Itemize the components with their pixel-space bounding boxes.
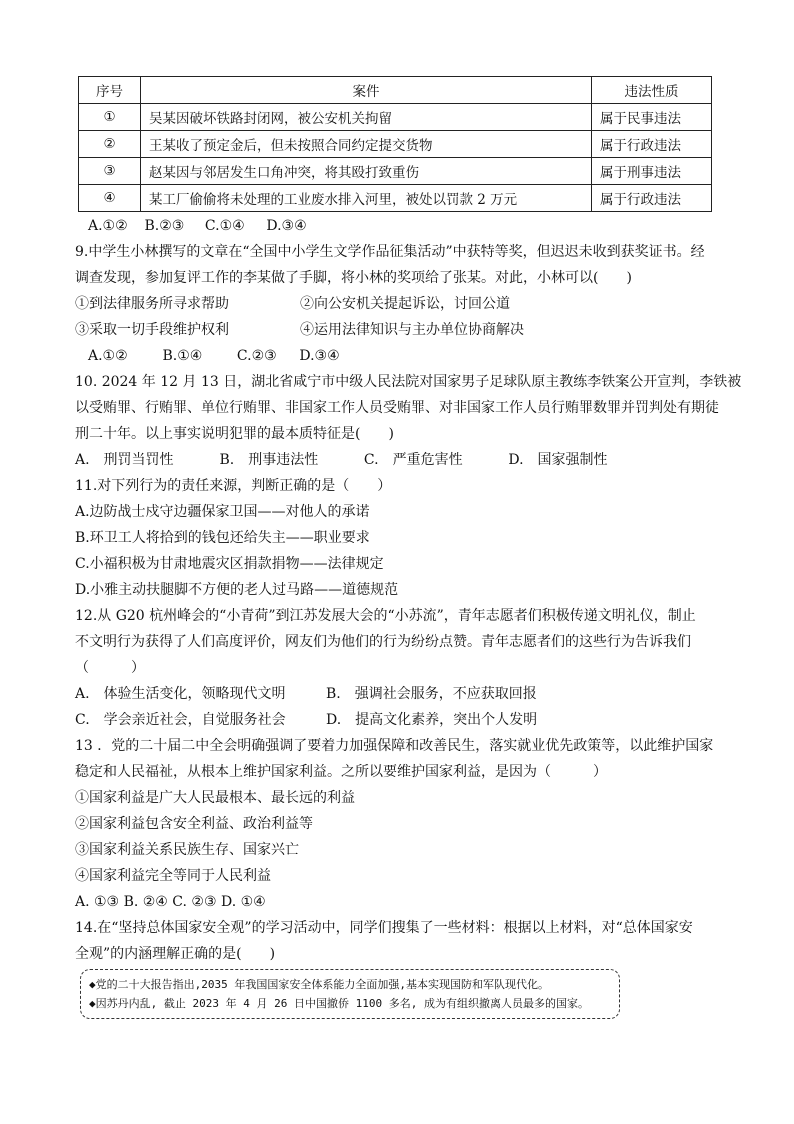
- q11-option-c: C.小福积极为甘肃地震灾区捐款捐物——法律规定: [75, 556, 384, 572]
- q12-option-b: B. 强调社会服务，不应获取回报: [326, 686, 537, 702]
- q13-statement-2: ②国家利益包含安全利益、政治利益等: [75, 816, 313, 832]
- q13-statement-1: ①国家利益是广大人民最根本、最长远的利益: [75, 790, 355, 806]
- q8-option-a: A.①②: [88, 218, 128, 234]
- cell-case: 赵某因与邻居发生口角冲突，将其殴打致重伤: [141, 158, 592, 185]
- q10-option-c: C. 严重危害性: [363, 452, 463, 468]
- q10-option-a: A. 刑罚当罚性: [75, 452, 174, 468]
- cell-case: 吴某因破坏铁路封闭网，被公安机关拘留: [141, 104, 592, 131]
- q10-option-b: B. 刑事违法性: [219, 452, 319, 468]
- q9-option-d: D.③④: [299, 348, 340, 364]
- q9-stem-line2: 调查发现，参加复评工作的李某做了手脚，将小林的奖项给了张某。对此，小林可以( ): [75, 270, 632, 286]
- q8-option-c: C.①④: [204, 218, 245, 234]
- q14-stem-line1: 14.在“坚持总体国家安全观”的学习活动中，同学们搜集了一些材料：根据以上材料，对“总体国家安: [75, 920, 693, 936]
- q9-statement-3: ③采取一切手段维护权利: [75, 322, 229, 338]
- cell-case: 某工厂偷偷将未处理的工业废水排入河里，被处以罚款 2 万元: [141, 185, 592, 212]
- q13-options: A. ①③ B. ②④ C. ②③ D. ①④: [75, 894, 266, 910]
- q9-statement-4: ④运用法律知识与主办单位协商解决: [300, 322, 524, 338]
- q12-option-d: D. 提高文化素养，突出个人发明: [326, 712, 538, 728]
- q9-option-b: B.①④: [162, 348, 203, 364]
- q8-option-d: D.③④: [266, 218, 307, 234]
- table-row: [79, 185, 712, 212]
- header-number: 序号: [79, 77, 141, 104]
- table-row: [79, 104, 712, 131]
- cell-case: 王某收了预定金后，但未按照合同约定提交货物: [141, 131, 592, 158]
- cell-nature: 属于行政违法: [592, 185, 712, 212]
- q8-options: [88, 216, 307, 236]
- cell-number: ④: [79, 185, 141, 212]
- table-row: [79, 131, 712, 158]
- cell-nature: 属于刑事违法: [592, 158, 712, 185]
- q10-options: [75, 450, 608, 470]
- q8-option-b: B.②③: [144, 218, 185, 234]
- q9-options: [88, 346, 340, 366]
- cell-nature: 属于民事违法: [592, 104, 712, 131]
- q12-option-a: A. 体验生活变化，领略现代文明: [75, 686, 286, 702]
- q9-option-c: C.②③: [236, 348, 277, 364]
- cell-number: ③: [79, 158, 141, 185]
- q11-option-a: A.边防战士戍守边疆保家卫国——对他人的承诺: [75, 504, 370, 520]
- cell-nature: 属于行政违法: [592, 131, 712, 158]
- q10-stem-line2: 以受贿罪、行贿罪、单位行贿罪、非国家工作人员受贿罪、对非国家工作人员行贿罪数罪并罚判处有期徒: [75, 400, 719, 416]
- case-table: [78, 76, 712, 212]
- q13-stem-line2: 稳定和人民福祉，从根本上维护国家利益。之所以要维护国家利益，是因为（ ）: [75, 764, 607, 780]
- q10-stem-line1: 10. 2024 年 12 月 13 日，湖北省咸宁市中级人民法院对国家男子足球队原主教练李铁案公开宣判，李铁被: [75, 374, 742, 390]
- q9-option-a: A.①②: [88, 348, 128, 364]
- table-row: [79, 158, 712, 185]
- q10-stem-line3: 刑二十年。以上事实说明犯罪的最本质特征是( ): [75, 426, 394, 442]
- q9-statement-1: ①到法律服务所寻求帮助: [75, 296, 229, 312]
- cell-number: ①: [79, 104, 141, 131]
- q12-stem-line3: （ ）: [75, 660, 145, 676]
- q11-stem: 11.对下列行为的责任来源，判断正确的是（ ）: [75, 478, 392, 494]
- cell-number: ②: [79, 131, 141, 158]
- q13-statement-4: ④国家利益完全等同于人民利益: [75, 868, 271, 884]
- q14-stem-line2: 全观”的内涵理解正确的是( ): [75, 946, 276, 962]
- material-item: ◆党的二十大报告指出,2035 年我国国家安全体系能力全面加强,基本实现国防和军队现代化。: [89, 978, 549, 991]
- material-box: [80, 969, 620, 1019]
- q12-option-c: C. 学会亲近社会，自觉服务社会: [75, 712, 286, 728]
- material-item: ◆因苏丹内乱, 截止 2023 年 4 月 26 日中国撤侨 1100 多名, 成为有组织撤离人员最多的国家。: [89, 997, 589, 1010]
- header-case: 案件: [141, 77, 592, 104]
- q10-option-d: D. 国家强制性: [508, 452, 608, 468]
- table-header-row: [79, 77, 712, 104]
- q13-statement-3: ③国家利益关系民族生存、国家兴亡: [75, 842, 299, 858]
- q11-option-d: D.小雅主动扶腿脚不方便的老人过马路——道德规范: [75, 582, 399, 598]
- q9-stem-line1: 9.中学生小林撰写的文章在“全国中小学生文学作品征集活动”中获特等奖，但迟迟未收到获奖证书。经: [75, 244, 705, 260]
- q9-statement-2: ②向公安机关提起诉讼，讨回公道: [300, 296, 510, 312]
- q13-stem-line1: 13 ．党的二十届二中全会明确强调了要着力加强保障和改善民生，落实就业优先政策等，以此维护国家: [75, 738, 714, 754]
- header-nature: 违法性质: [592, 77, 712, 104]
- q11-option-b: B.环卫工人将拾到的钱包还给失主——职业要求: [75, 530, 370, 546]
- q12-stem-line2: 不文明行为获得了人们高度评价，网友们为他们的行为纷纷点赞。青年志愿者们的这些行为告诉我们: [75, 634, 691, 650]
- q12-stem-line1: 12.从 G20 杭州峰会的“小青荷”到江苏发展大会的“小苏流”，青年志愿者们积极传递文明礼仪，制止: [75, 608, 696, 624]
